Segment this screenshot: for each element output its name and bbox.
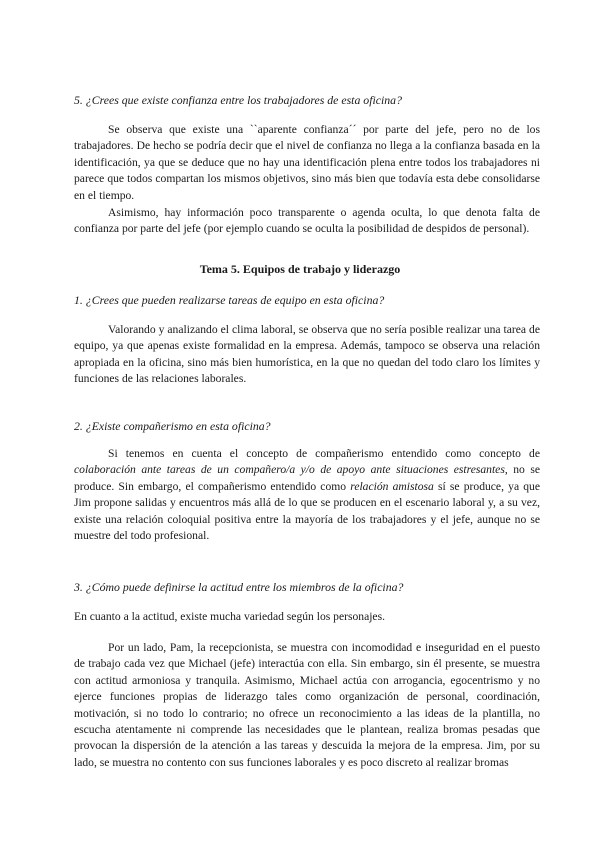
companionship-emphasis-1: colaboración ante tareas de un compañero/a y/o de apoyo ante situaciones estresantes <box>74 463 505 477</box>
companionship-text-2: , no se produce. Sin embargo, el compañerismo entendido como <box>74 463 540 493</box>
question-2-companionship: 2. ¿Existe compañerismo en esta oficina? <box>74 419 271 433</box>
paragraph-trust-2: Asimismo, hay información poco transparente o agenda oculta, lo que denota falta de confianza por parte del jefe (por ejemplo cuando se oculta la posibilidad de despidos de personal). <box>74 206 540 236</box>
question-3-attitude: 3. ¿Cómo puede definirse la actitud entre los miembros de la oficina? <box>74 580 404 594</box>
question-1-teamwork: 1. ¿Crees que pueden realizarse tareas de equipo en esta oficina? <box>74 293 385 307</box>
paragraph-teamwork: Valorando y analizando el clima laboral, se observa que no sería posible realizar una tarea de equipo, ya que apenas existe formalidad en la empresa. Además, tampoco se observa una relación apropiada en la oficina, sino más bien humorística, en la que no quedan del todo claro los límites y funciones de las relaciones laborales. <box>74 323 540 386</box>
paragraph-trust-1: Se observa que existe una ``aparente confianza´´ por parte del jefe, pero no de los trabajadores. De hecho se podría decir que el nivel de confianza no llega a la confianza basada en la identificación, ya que se deduce que no hay una identificación plena entre todos los trabajadores ni parece que todos compartan los mismos objetivos, sino más bien que todavía esta debe consolidarse en el tiempo. <box>74 123 540 202</box>
paragraph-companionship <box>74 446 540 544</box>
paragraph-attitude-intro: En cuanto a la actitud, existe mucha variedad según los personajes. <box>74 610 385 623</box>
paragraph-attitude: Por un lado, Pam, la recepcionista, se muestra con incomodidad e inseguridad en el puesto de trabajo cada vez que Michael (jefe) interactúa con ella. Sin embargo, sin él presente, se muestra con actitud armoniosa y tranquila. Asimismo, Michael actúa con arrogancia, egocentrismo y no ejerce funciones propias de liderazgo tales como organización de personal, coordinación, motivación, si no todo lo contrario; no ofrece un reconocimiento a las ideas de la plantilla, no escucha atentamente ni comprende las necesidades que le plantean, realiza bromas pesadas que provocan la dispersión de la atención a las tareas y descuida la mejora de la empresa. Jim, por su lado, se muestra no contento con sus funciones laborales y es poco discreto al realizar bromas <box>74 641 540 769</box>
companionship-text-1: Si tenemos en cuenta el concepto de compañerismo entendido como concepto de <box>108 447 540 460</box>
companionship-emphasis-2: relación amistosa <box>350 479 434 493</box>
companionship-text-3: sí se produce, ya que Jim propone salidas y encuentros más allá de lo que se producen en el escenario laboral y, a su vez, existe una relación coloquial positiva entre la mayoría de los trabajadores y el jefe, aunque no se muestre del todo profesional. <box>74 479 540 543</box>
section-heading: Tema 5. Equipos de trabajo y liderazgo <box>199 262 401 276</box>
question-5-trust: 5. ¿Crees que existe confianza entre los trabajadores de esta oficina? <box>74 93 402 107</box>
